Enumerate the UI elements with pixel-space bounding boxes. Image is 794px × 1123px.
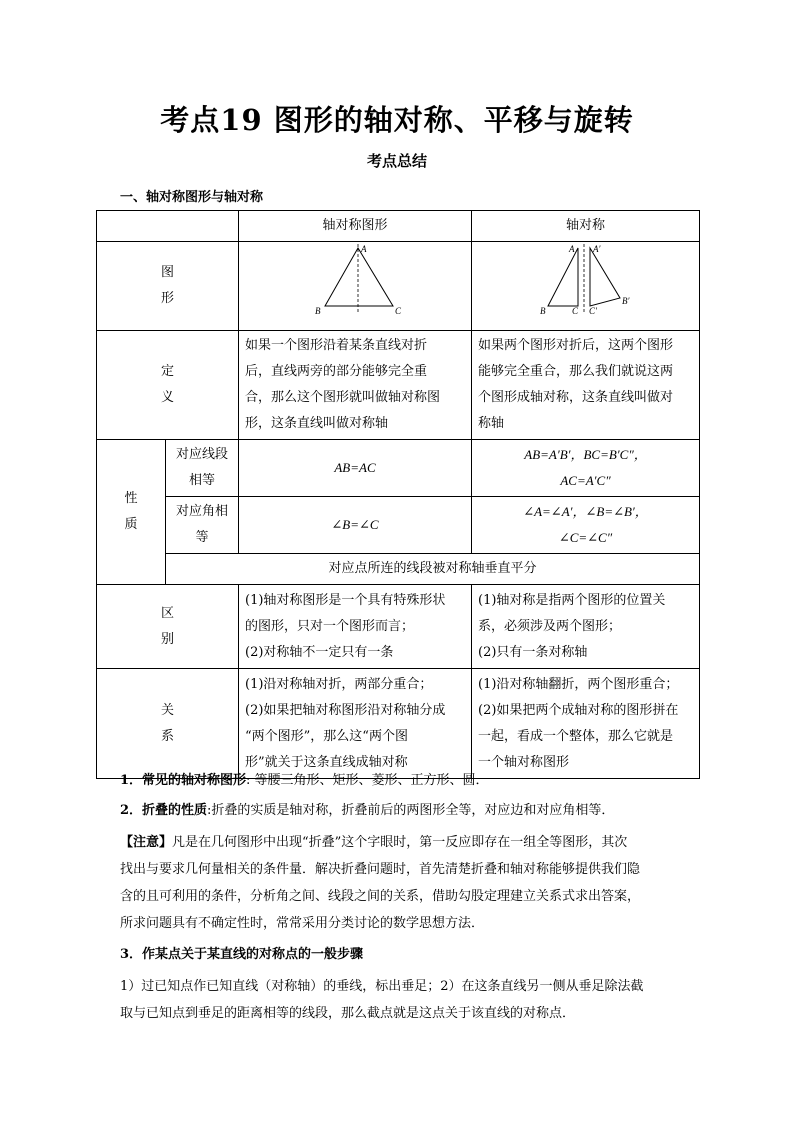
relation-axial-figure: (1)沿对称轴对折，两部分重合； (2)如果把轴对称图形沿对称轴分成 “两个图形”，那么这“两个图 形”就关于这条直线成轴对称 <box>239 669 472 779</box>
label-B-prime: B′ <box>621 296 629 306</box>
property-common: 对应点所连的线段被对称轴垂直平分 <box>166 554 700 585</box>
label-C-prime: C′ <box>588 306 597 316</box>
note-item-2: 2．折叠的性质:折叠的实质是轴对称，折叠前后的两图形全等，对应边和对应角相等． <box>120 803 615 818</box>
definition-axial-symmetry: 如果两个图形对折后，这两个图形 能够完全重合，那么我们就说这两 个图形成轴对称，这条直线叫做对 称轴 <box>472 331 700 440</box>
note-item-1: 1．常见的轴对称图形: 等腰三角形、矩形、菱形、正方形、圆． <box>120 773 489 788</box>
label-B: B <box>315 306 321 316</box>
label-A: A <box>568 244 574 254</box>
comparison-table <box>96 210 700 779</box>
page-subtitle: 考点总结 <box>366 152 427 170</box>
table-row-property-angles <box>97 497 700 554</box>
row-label-property: 性 质 <box>97 440 166 585</box>
difference-axial-symmetry: (1)轴对称是指两个图形的位置关 系，必须涉及两个图形； (2)只有一条对称轴 <box>472 585 700 669</box>
table-row-difference <box>97 585 700 669</box>
property-angles-figure: ∠B=∠C <box>239 497 472 554</box>
property-segments-symmetry: AB=A′B′，BC=B′C″， AC=A′C″ <box>472 440 700 497</box>
col-header-axial-figure: 轴对称图形 <box>239 211 472 242</box>
two-triangles-diagram <box>476 242 696 320</box>
relation-axial-symmetry: (1)沿对称轴翻折，两个图形重合； (2)如果把两个成轴对称的图形拼在 一起，看成一个整体，那么它就是 一个轴对称图形 <box>472 669 700 779</box>
note-item-3: 3．作某点关于某直线的对称点的一般步骤 <box>120 947 364 962</box>
table-row-definition <box>97 331 700 440</box>
row-label-figure: 图 形 <box>97 242 239 331</box>
label-A-prime: A′ <box>592 244 600 254</box>
row-label-difference: 区 别 <box>97 585 239 669</box>
page-title: 考点19 图形的轴对称、平移与旋转 <box>160 103 634 137</box>
definition-axial-figure: 如果一个图形沿着某条直线对折 后，直线两旁的部分能够完全重 合，那么这个图形就叫做轴对称图 形，这条直线叫做对称轴 <box>239 331 472 440</box>
property-angles-symmetry: ∠A=∠A′，∠B=∠B′， ∠C=∠C″ <box>472 497 700 554</box>
property-segments-figure: AB=AC <box>239 440 472 497</box>
label-A: A <box>361 244 367 254</box>
property-angles-label: 对应角相 等 <box>166 497 239 554</box>
table-row-property-segments <box>97 440 700 497</box>
row-label-definition: 定 义 <box>97 331 239 440</box>
label-C: C <box>571 306 578 316</box>
row-label-relation: 关 系 <box>97 669 239 779</box>
figure-isosceles-triangle <box>239 242 472 331</box>
property-segments-label: 对应线段 相等 <box>166 440 239 497</box>
note-steps: 1）过已知点作已知直线（对称轴）的垂线，标出垂足；2）在这条直线另一侧从垂足除法截 取与已知点到垂足的距离相等的线段，那么截点就是这点关于该直线的对称点． <box>120 979 644 1021</box>
difference-axial-figure: (1)轴对称图形是一个具有特殊形状 的图形，只对一个图形而言； (2)对称轴不一定只有一条 <box>239 585 472 669</box>
table-row-relation <box>97 669 700 779</box>
label-C: C <box>395 306 402 316</box>
table-row-property-common <box>97 554 700 585</box>
figure-two-triangles <box>472 242 700 331</box>
section-heading: 一、轴对称图形与轴对称 <box>120 190 264 205</box>
label-B: B <box>539 306 545 316</box>
triangle-diagram <box>245 242 465 320</box>
col-header-axial-symmetry: 轴对称 <box>472 211 700 242</box>
table-header-row <box>97 211 700 242</box>
note-attention: 【注意】凡是在几何图形中出现“折叠”这个字眼时，第一反应即存在一组全等图形，其次 找出与要求几何量相关的条件量．解决折叠问题时，首先清楚折叠和轴对称能够提供我们隐 含的且可利用的条件，分析角之间、线段之间的关系，借助勾股定理建立关系式求出答案， 所求问题具有不确定性时，常常采用分类讨论的数学思想方法． <box>120 835 641 931</box>
table-row-figure <box>97 242 700 331</box>
